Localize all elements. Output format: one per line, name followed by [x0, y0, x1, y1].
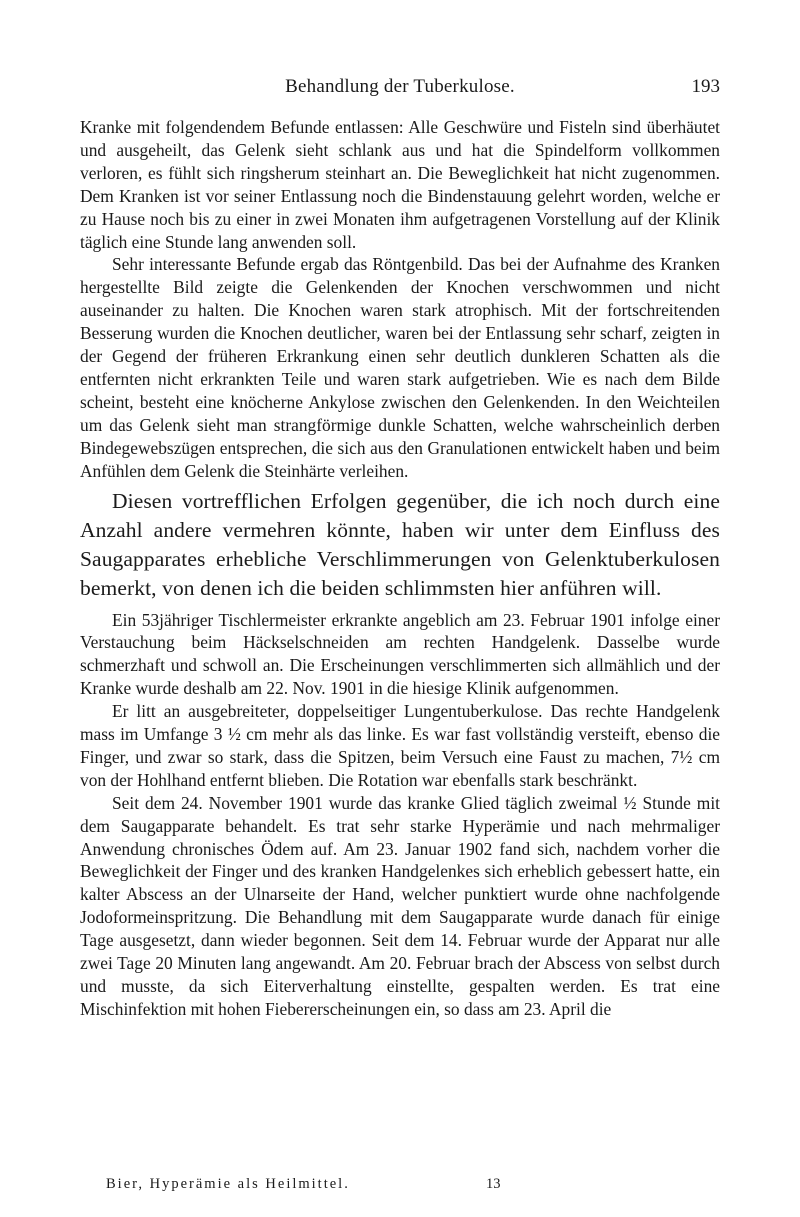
paragraph-case-treatment: Seit dem 24. November 1901 wurde das kranke Glied täglich zweimal ½ Stunde mit dem Saugapparate behandelt. Es trat sehr starke Hyperämie und nach mehrmaliger Anwendung chronisches Ödem auf. Am 23. Januar 1902 fand sich, nachdem vorher die Beweglichkeit der Finger und des kranken Handgelenkes sich erheblich gebessert hatte, ein kalter Abscess an der Ulnarseite der Hand, welcher punktiert wurde ohne nachfolgende Jodoformeinspritzung. Die Behandlung mit dem Saugapparate wurde danach für einige Tage ausgesetzt, dann wieder begonnen. Seit dem 14. Februar wurde der Apparat nur alle zwei Tage 20 Minuten lang angewandt. Am 20. Februar brach der Abscess von selbst durch und musste, da sich Eiterverhaltung einstellte, gespalten werden. Es trat eine Mischinfektion mit hohen Fiebererscheinungen ein, so dass am 23. April die: [80, 792, 720, 1019]
page-number: 193: [691, 76, 720, 97]
paragraph-roentgen-findings: Sehr interessante Befunde ergab das Röntgenbild. Das bei der Aufnahme des Kranken hergestellte Bild zeigte die Gelenkenden der Knochen verschwommen und nicht auseinander zu halten. Die Knochen waren stark atrophisch. Mit der fortschreitenden Besserung wurden die Knochen deutlicher, waren bei der Entlassung sehr scharf, zeigten in der Gegend der früheren Erkrankung einen sehr deutlich dunkleren Schatten als die entfernten nicht erkrankten Teile und waren stark aufgetrieben. Wie es nach dem Bilde scheint, besteht eine knöcherne Ankylose zwischen den Gelenkenden. In den Weichteilen um das Gelenk sieht man strangförmige dunkle Schatten, welche wahrscheinlich derben Bindegewebszügen entsprechen, die sich aus den Granulationen entwickelt haben und beim Anfühlen dem Gelenk die Steinhärte verleihen.: [80, 254, 720, 481]
paragraph-case-status: Er litt an ausgebreiteter, doppelseitiger Lungentuberkulose. Das rechte Handgelenk mass im Umfange 3 ½ cm mehr als das linke. Es war fast vollständig versteift, ebenso die Finger, und zwar so stark, dass die Spitzen, beim Versuch eine Faust zu machen, 7½ cm von der Hohlhand entfernt blieben. Die Rotation war ebenfalls stark beschränkt.: [80, 701, 720, 790]
sheet-signature: Bier, Hyperämie als Heilmittel.: [106, 1176, 350, 1192]
paragraph-worsening-intro: Diesen vortrefflichen Erfolgen gegenüber, die ich noch durch eine Anzahl andere vermehren könnte, haben wir unter dem Einfluss des Saugapparates erhebliche Verschlimmerungen von Gelenktuberkulosen bemerkt, von denen ich die beiden schlimmsten hier anführen will.: [80, 488, 720, 600]
page-header: [80, 76, 720, 106]
sheet-number: 13: [486, 1176, 501, 1192]
running-head: Behandlung der Tuberkulose.: [285, 76, 515, 97]
page-footer: [106, 1176, 526, 1196]
paragraph-discharge-findings: Kranke mit folgendendem Befunde entlassen: Alle Geschwüre und Fisteln sind überhäutet und ausgeheilt, das Gelenk sieht schlank aus und hat die Spindelform vollkommen verloren, es fühlt sich ringsherum steinhart an. Die Beweglichkeit hat nicht zugenommen. Dem Kranken ist vor seiner Entlassung noch die Bindenstauung gelehrt worden, welche er zu Hause noch bis zu einer in zwei Monaten ihm aufgetragenen Vorstellung auf der Klinik täglich eine Stunde lang anwenden soll.: [80, 117, 720, 252]
body-text: [80, 116, 720, 1021]
paragraph-case-history: Ein 53jähriger Tischlermeister erkrankte angeblich am 23. Februar 1901 infolge einer Verstauchung beim Häckselschneiden am rechten Handgelenk. Dasselbe wurde schmerzhaft und schwoll an. Die Erscheinungen verschlimmerten sich allmählich und der Kranke wurde deshalb am 22. Nov. 1901 in die hiesige Klinik aufgenommen.: [80, 609, 720, 699]
